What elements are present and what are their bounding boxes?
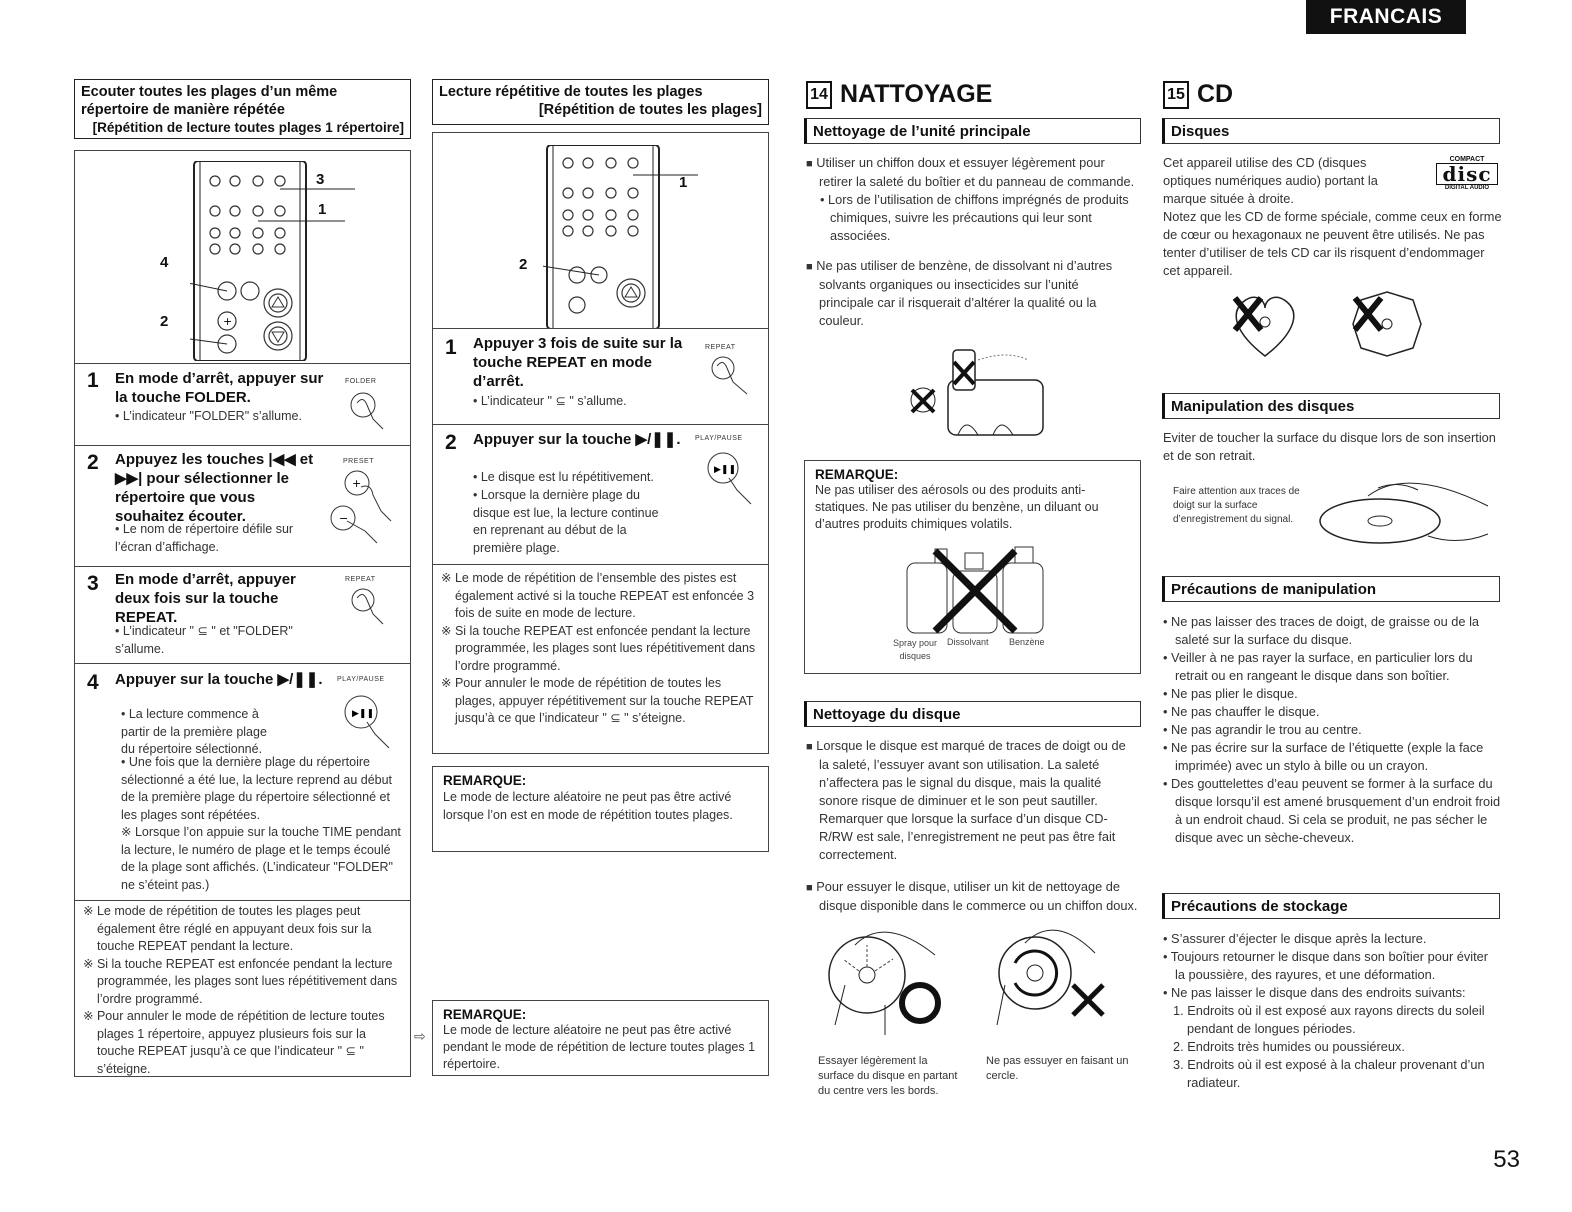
col4-sub4-item3: • Ne pas laisser le disque dans des endroits suivants:: [1163, 985, 1466, 1000]
col1-step3-key-label: REPEAT: [345, 576, 376, 583]
col2-notes: [441, 570, 763, 728]
col1-step3-bullet: • L’indicateur " ⊆ " et "FOLDER" s’allume.: [115, 624, 293, 656]
col3-sub1-item1: Utiliser un chiffon doux et essuyer légèrement pour retirer la saleté du boîtier et du panneau de commande.: [816, 155, 1135, 189]
col4-sub3-item7: • Des gouttelettes d’eau peuvent se former à la surface du disque lorsqu’il est amené brusquement d’un endroit froid à un endroit chaud. Si cela se produit, ne pas sécher le disque avec un sèche-cheveux.: [1163, 776, 1501, 845]
section-14-title: [806, 80, 992, 109]
col1-header-sub: [Répétition de lecture toutes plages 1 répertoire]: [92, 120, 404, 135]
col3-sub2-item1: Lorsque le disque est marqué de traces de doigt ou de la saleté, l’essuyer avant son utilisation. La saleté n’affectera pas le signal du disque, mais la qualité sonore risque de diminuer et le son peut sautiller. Remarquer que lorsque la surface d’un disque CD-R/RW est sale, l’enregistrement ne peut pas être fait correctement.: [816, 738, 1126, 862]
col1-step4-bullet2: • Une fois que la dernière plage du répertoire sélectionné a été lue, la lecture reprend au début de la première plage du répertoire sélectionné et les plages sont répétées.: [121, 755, 393, 822]
sub-nettoyage-unite: Nettoyage de l’unité principale: [804, 118, 1141, 144]
col1-step1-title: En mode d’arrêt, appuyer sur la touche FOLDER.: [115, 370, 324, 406]
col1-step2-num: 2: [87, 451, 99, 474]
col4-sub4-item2: • Toujours retourner le disque dans son boîtier pour éviter la poussière, des rayures, et une déformation.: [1163, 949, 1489, 982]
col2-step1-bullet: • L’indicateur " ⊆ " s’allume.: [473, 394, 627, 408]
col1-step1-finger-icon: [345, 387, 389, 437]
col2-remote-illustration: [543, 145, 703, 329]
section-15-heading: CD: [1197, 80, 1234, 108]
col1-step1-key-label: FOLDER: [345, 378, 377, 385]
col1-step4-bullet1: • La lecture commence à partir de la première plage du répertoire sélectionné.: [121, 707, 267, 756]
special-shape-cds-crossed-illustration: [1225, 288, 1435, 360]
col1-step4-bullet3: ※ Lorsque l’on appuie sur la touche TIME pendant la lecture, le numéro de plage et le temps écoulé de la plage sont affichés. (L’indicateur "FOLDER" ne s’éteint pas.): [121, 825, 401, 892]
col4-sub4-item6: 3. Endroits où il est exposé à la chaleur provenant d’un radiateur.: [1173, 1057, 1485, 1090]
col4-sub4-item5: 2. Endroits très humides ou poussiéreux.: [1173, 1039, 1405, 1054]
col1-step4-title: Appuyer sur la touche ▶/❚❚.: [115, 671, 323, 688]
col2-step2-key-label: PLAY/PAUSE: [695, 435, 743, 442]
col1-header-line1: Ecouter toutes les plages d’un même: [81, 84, 338, 100]
col4-sub4-item4: 1. Endroits où il est exposé aux rayons directs du soleil pendant de longues périodes.: [1173, 1003, 1485, 1036]
sub-manipulation-disques: Manipulation des disques: [1162, 393, 1500, 419]
sub-disques: Disques: [1162, 118, 1500, 144]
col1-step1-bullet: • L’indicateur "FOLDER" s’allume.: [115, 409, 302, 423]
col1-callout-4: 4: [160, 254, 169, 271]
col1-step2-title: Appuyez les touches |◀◀ et ▶▶| pour sélectionner le répertoire que vous souhaitez écouter.: [115, 451, 314, 525]
col2-callout-2: 2: [519, 256, 528, 273]
col4-sub3-item3: • Ne pas plier le disque.: [1163, 686, 1298, 701]
col4-sub4-list: [1163, 930, 1501, 1092]
page-number: 53: [1493, 1146, 1520, 1173]
svg-text:+: +: [352, 477, 362, 490]
col2-step2-bullet2: • Lorsque la dernière plage du disque est lue, la lecture continue en reprenant au début de la première plage.: [473, 488, 659, 555]
col1-header-line2: répertoire de manière répétée: [81, 102, 285, 118]
col1-header: [74, 79, 411, 139]
col2-note-3: ※ Pour annuler le mode de répétition de toutes les plages, appuyer répétitivement sur la touche REPEAT jusqu’à ce que l’indicateur " ⊆ " s’éteigne.: [441, 676, 754, 725]
col1-note-3: ※ Pour annuler le mode de répétition de lecture toutes plages 1 répertoire, appuyez plusieurs fois sur la touche REPEAT jusqu’à ce que l’indicateur " ⊆ " s’éteigne.: [83, 1009, 385, 1076]
arrow-right-icon: ⇨: [414, 1028, 426, 1044]
chemicals-crossed-illustration: [905, 543, 1045, 635]
bottle-label-dissolvant: Dissolvant: [947, 637, 989, 647]
col1-remote-illustration: [190, 161, 380, 361]
svg-text:▶❚❚: ▶❚❚: [352, 709, 375, 719]
disc-handling-illustration: [1318, 476, 1498, 556]
col2-step1-num: 1: [445, 336, 457, 359]
svg-text:+: +: [223, 315, 233, 328]
svg-text:▶❚❚: ▶❚❚: [714, 465, 737, 475]
col3-sub2-body: ■ Lorsque le disque est marqué de traces de doigt ou de la saleté, l’essuyer avant son utilisation. La saleté n’affectera pas le signal du disque, mais la qualité sonore risque de diminuer et le son peut sautiller. Remarquer que lorsque la surface d’un disque CD-R/RW est sale, l’enregistrement ne peut pas être fait correctement. ■ Pour essuyer le disque, utiliser un kit de nettoyage de disque disponible dans le commerce ou un chiffon doux.: [806, 738, 1138, 913]
cd-logo-mid: disc: [1436, 163, 1498, 185]
col1-step4-key-label: PLAY/PAUSE: [337, 676, 385, 683]
sub-precautions-stockage: Précautions de stockage: [1162, 893, 1500, 919]
col2-step2-bullet1: • Le disque est lu répétitivement.: [473, 470, 654, 484]
col2-remark2: [432, 1000, 769, 1076]
cleaning-spray-illustration: [898, 340, 1058, 445]
col1-step2-key-label: PRESET: [343, 458, 375, 465]
col1-note-1: ※ Le mode de répétition de toutes les plages peut également être réglé en appuyant deux fois sur la touche REPEAT pendant la lecture.: [83, 904, 372, 953]
col4-sub2-caption: Faire attention aux traces de doigt sur la surface d’enregistrement du signal.: [1173, 486, 1300, 525]
col1-step2-preset-buttons-icon: [323, 463, 403, 548]
col1-step3-finger-icon: [345, 584, 389, 634]
col4-sub3-item4: • Ne pas chauffer le disque.: [1163, 704, 1320, 719]
col3-sub1-item2: • Lors de l’utilisation de chiffons imprégnés de produits chimiques, suivre les précautions qui leur sont associées.: [820, 192, 1129, 243]
sub-precautions-manipulation: Précautions de manipulation: [1162, 576, 1500, 602]
col3-remark-text: Ne pas utiliser des aérosols ou des produits anti-statiques. Ne pas utiliser du benzène, un diluant ou d’autres produits chimiques volatils.: [815, 483, 1099, 531]
col4-sub3-item1: • Ne pas laisser des traces de doigt, de graisse ou de la saleté sur la surface du disque.: [1163, 614, 1480, 647]
col2-remark1-title: REMARQUE:: [443, 773, 527, 788]
col2-header: [432, 79, 769, 125]
col4-sub3-item5: • Ne pas agrandir le trou au centre.: [1163, 722, 1362, 737]
col4-sub3-list: [1163, 613, 1501, 847]
caption-wipe-correct: Essayer légèrement la surface du disque en partant du centre vers les bords.: [818, 1055, 958, 1097]
col2-step1-finger-icon: [705, 352, 755, 402]
col2-step2-num: 2: [445, 431, 457, 454]
col3-sub1-body: ■ Utiliser un chiffon doux et essuyer légèrement pour retirer la saleté du boîtier et du panneau de commande. • Lors de l’utilisation de chiffons imprégnés de produits chimiques, suivre les précautions qui leur sont associées. ■ Ne pas utiliser de benzène, de dissolvant ni d’autres solvants organiques ou insecticides sur l’unité principale car il risquerait d’altérer la qualité ou la couleur.: [806, 155, 1135, 328]
col2-header-sub: [Répétition de toutes les plages]: [538, 102, 762, 118]
section-15-number: 15: [1163, 81, 1189, 109]
col1-step4-play-pause-icon: [337, 688, 397, 752]
col3-remark: [804, 460, 1141, 674]
col4-sub4-item1: • S’assurer d’éjecter le disque après la lecture.: [1163, 931, 1427, 946]
col2-remark1-text: Le mode de lecture aléatoire ne peut pas être activé lorsque l’on est en mode de répétition toutes plages.: [443, 790, 733, 822]
bottle-label-benzene: Benzène: [1009, 637, 1045, 647]
col4-sub3-item6: • Ne pas écrire sur la surface de l’étiquette (exple la face imprimée) avec un stylo à bille ou un crayon.: [1163, 740, 1484, 773]
col2-remark2-text: Le mode de lecture aléatoire ne peut pas être activé pendant le mode de répétition de lecture toutes plages 1 répertoire.: [443, 1023, 756, 1071]
col2-step1-title: Appuyer 3 fois de suite sur la touche REPEAT en mode d’arrêt.: [473, 335, 683, 390]
wipe-wrong-illustration: [985, 915, 1115, 1045]
section-14-heading: NATTOYAGE: [840, 80, 993, 108]
col2-note-1: ※ Le mode de répétition de l’ensemble des pistes est également activé si la touche REPEAT est enfoncée 3 fois de suite en mode de lecture.: [441, 571, 755, 620]
col4-sub2-text: Eviter de toucher la surface du disque lors de son insertion et de son retrait.: [1163, 430, 1496, 463]
col1-panel: [74, 150, 411, 1077]
col3-remark-title: REMARQUE:: [815, 467, 899, 482]
col3-sub2-item2: Pour essuyer le disque, utiliser un kit de nettoyage de disque disponible dans le commerce ou un chiffon doux.: [816, 879, 1138, 913]
svg-text:−: −: [339, 512, 349, 525]
col2-step1-key-label: REPEAT: [705, 344, 736, 351]
col2-remark2-title: REMARQUE:: [443, 1007, 527, 1022]
col2-step2-play-pause-icon: [701, 446, 761, 510]
cd-logo-top: COMPACT: [1449, 156, 1485, 163]
compact-disc-logo: [1436, 156, 1498, 191]
section-15-title: [1163, 80, 1233, 109]
col1-note-2: ※ Si la touche REPEAT est enfoncée pendant la lecture programmée, les plages sont lues répétitivement dans l’ordre programmé.: [83, 956, 398, 1006]
col1-step3-title: En mode d’arrêt, appuyer deux fois sur la touche REPEAT.: [115, 571, 296, 626]
col1-notes: [83, 903, 403, 1078]
caption-wipe-wrong: Ne pas essuyer en faisant un cercle.: [986, 1055, 1129, 1082]
section-14-number: 14: [806, 81, 832, 109]
bottle-label-spray: Spray pour disques: [892, 638, 938, 661]
sub-nettoyage-disque: Nettoyage du disque: [804, 701, 1141, 727]
col1-callout-1: 1: [318, 201, 327, 218]
col2-header-line1: Lecture répétitive de toutes les plages: [439, 84, 703, 100]
col1-step2-bullet: • Le nom de répertoire défile sur l’écran d’affichage.: [115, 522, 294, 554]
col4-sub1-text: Cet appareil utilise des CD (disques optiques numériques audio) portant la marque située à droite.: [1163, 155, 1378, 206]
col2-remark1: [432, 766, 769, 852]
wipe-correct-illustration: [815, 915, 945, 1045]
col2-panel: [432, 132, 769, 754]
col2-callout-1: 1: [679, 174, 688, 191]
col1-callout-3: 3: [316, 171, 325, 188]
col3-sub1-item3: Ne pas utiliser de benzène, de dissolvant ni d’autres solvants organiques ou insecticides sur l’unité principale car il risquerait d’altérer la qualité ou la couleur.: [816, 258, 1113, 328]
col2-step2-title: Appuyer sur la touche ▶/❚❚.: [473, 431, 681, 448]
col1-step3-num: 3: [87, 572, 99, 595]
col4-sub3-item2: • Veiller à ne pas rayer la surface, en particulier lors du retrait ou en rangeant le disque dans son boîtier.: [1163, 650, 1473, 683]
col2-note-2: ※ Si la touche REPEAT est enfoncée pendant la lecture programmée, les plages sont lues répétitivement dans l’ordre programmé.: [441, 623, 756, 673]
language-badge: FRANCAIS: [1306, 0, 1466, 34]
col1-step1-num: 1: [87, 369, 99, 392]
col4-sub1-text2: Notez que les CD de forme spéciale, comme ceux en forme de cœur ou hexagonaux ne peuvent être utilisés. Ne pas tenter d’utiliser de tels CD car ils risquent d’endommager cet appareil.: [1163, 209, 1502, 278]
cd-logo-bottom: DIGITAL AUDIO: [1444, 185, 1490, 191]
col1-step4-num: 4: [87, 671, 99, 694]
col1-callout-2: 2: [160, 313, 169, 330]
